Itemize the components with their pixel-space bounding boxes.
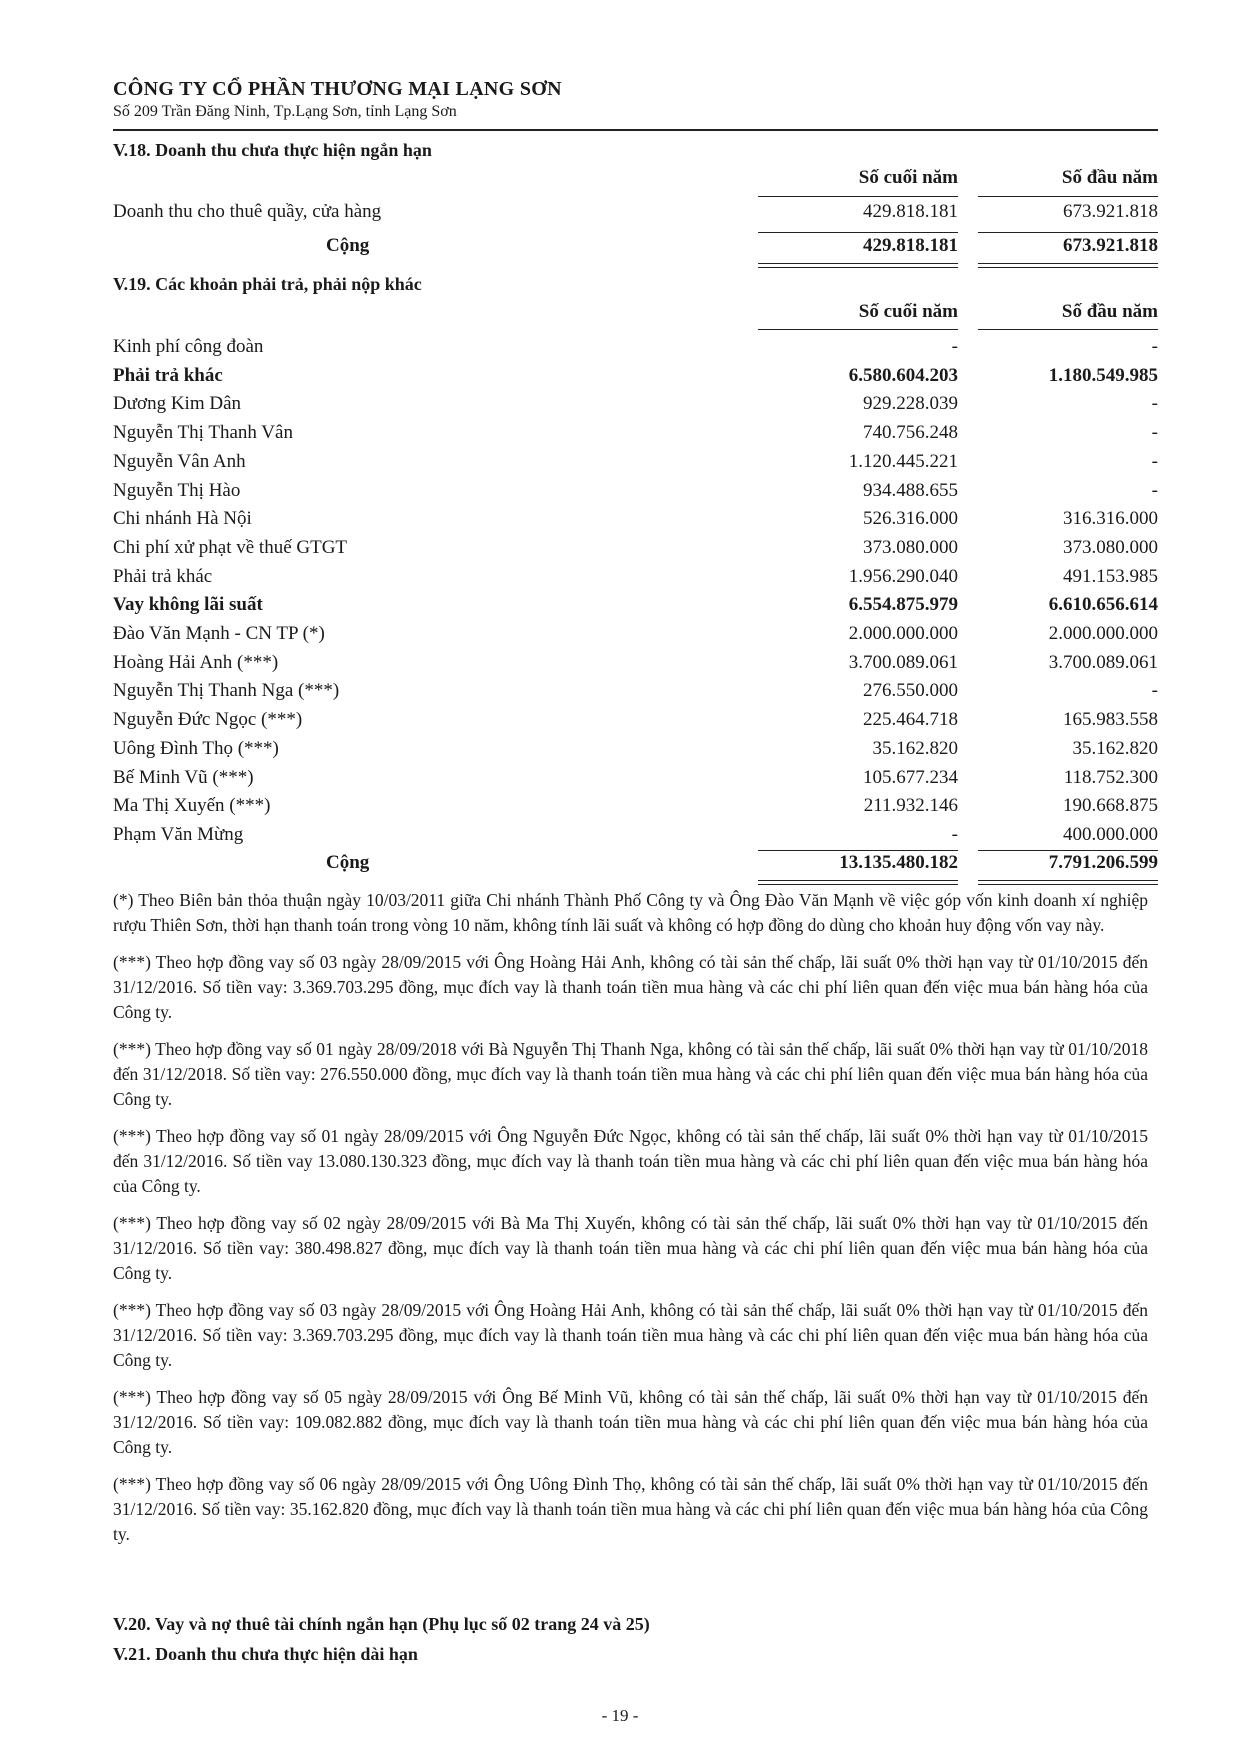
v19-col-begin: Số đầu năm	[1061, 301, 1158, 322]
section-v20-title: V.20. Vay và nợ thuê tài chính ngắn hạn (Phụ lục số 02 trang 24 và 25)	[113, 1614, 650, 1634]
row-label: Kinh phí công đoàn	[113, 336, 264, 357]
total-label: Cộng	[326, 235, 370, 256]
row-end-value: 929.228.039	[863, 393, 958, 415]
table-row	[113, 365, 1158, 393]
table-row	[113, 824, 1158, 852]
row-label: Nguyễn Vân Anh	[113, 450, 246, 472]
header-rule	[113, 129, 1158, 131]
rule	[978, 880, 1158, 881]
footnotes	[113, 888, 1148, 1559]
table-row	[113, 738, 1158, 766]
row-label: Vay không lãi suất	[113, 594, 263, 616]
table-row	[113, 508, 1158, 536]
total-end: 13.135.480.182	[839, 852, 958, 873]
page-number: - 19 -	[601, 1706, 639, 1725]
total-label: Cộng	[326, 852, 370, 873]
company-address: Số 209 Trần Đăng Ninh, Tp.Lạng Sơn, tỉnh Lạng Sơn	[113, 103, 457, 120]
row-begin-value: -	[1151, 479, 1158, 501]
row-begin-value: 491.153.985	[1063, 565, 1158, 587]
row-end-value: 740.756.248	[863, 422, 958, 444]
v19-column-headers	[113, 301, 1158, 327]
row-label: Chi nhánh Hà Nội	[113, 508, 252, 530]
rule	[978, 329, 1158, 330]
row-label: Phải trả khác	[113, 565, 213, 587]
table-row	[113, 336, 1158, 364]
footnote-paragraph: (*) Theo Biên bản thỏa thuận ngày 10/03/2011 giữa Chi nhánh Thành Phố Công ty và Ông Đào Văn Mạnh về việc góp vốn kinh doanh xí nghiệp rượu Thiên Sơn, thời hạn thanh toán trong vòng 10 năm, không tính lãi suất và không có hợp đồng do dùng cho khoản huy động vốn vay này.	[113, 890, 1148, 935]
row-label: Nguyễn Thị Thanh Vân	[113, 422, 293, 444]
rule	[978, 263, 1158, 264]
table-row	[113, 709, 1158, 737]
footnote-paragraph: (***) Theo hợp đồng vay số 03 ngày 28/09/2015 với Ông Hoàng Hải Anh, không có tài sản thế chấp, lãi suất 0% thời hạn vay từ 01/10/2015 đến 31/12/2016. Số tiền vay: 3.369.703.295 đồng, mục đích vay là thanh toán tiền mua hàng và các chi phí liên quan đến việc mua bán hàng hóa của Công ty.	[113, 952, 1148, 1022]
table-row	[113, 422, 1158, 450]
v19-col-end: Số cuối năm	[858, 301, 958, 322]
section-v19-title: V.19. Các khoản phải trả, phải nộp khác	[113, 274, 422, 294]
section-v18-title: V.18. Doanh thu chưa thực hiện ngắn hạn	[113, 140, 432, 160]
row-begin-value: 400.000.000	[1063, 823, 1158, 845]
total-end: 429.818.181	[863, 235, 958, 256]
row-end-value: 105.677.234	[863, 766, 958, 788]
table-row	[113, 451, 1158, 479]
row-end-value: -	[951, 823, 958, 845]
row-label: Chi phí xử phạt về thuế GTGT	[113, 536, 348, 558]
row-begin-value: 118.752.300	[1063, 766, 1158, 788]
row-begin-value: 6.610.656.614	[1048, 594, 1158, 616]
row-label: Phải trả khác	[113, 364, 223, 386]
row-label: Ma Thị Xuyến (***)	[113, 795, 271, 817]
v19-total-row	[113, 852, 1158, 880]
row-begin-value: 3.700.089.061	[1048, 651, 1158, 673]
rule	[978, 267, 1158, 268]
row-end-value: 934.488.655	[863, 479, 958, 501]
total-begin: 7.791.206.599	[1048, 852, 1158, 873]
row-begin-value: 2.000.000.000	[1048, 623, 1158, 644]
row-end-value: 2.000.000.000	[848, 623, 958, 644]
rule	[978, 884, 1158, 885]
row-label: Nguyễn Thị Hào	[113, 479, 241, 501]
row-end-value: 429.818.181	[863, 201, 958, 222]
v18-total-row	[113, 235, 1158, 263]
row-begin-value: 316.316.000	[1063, 508, 1158, 530]
rule	[978, 232, 1158, 233]
rule	[978, 850, 1158, 851]
footnote-paragraph: (***) Theo hợp đồng vay số 05 ngày 28/09/2015 với Ông Bế Minh Vũ, không có tài sản thế chấp, lãi suất 0% thời hạn vay từ 01/10/2015 đến 31/12/2016. Số tiền vay: 109.082.882 đồng, mục đích vay là thanh toán tiền mua hàng và các chi phí liên quan đến việc mua bán hàng hóa của Công ty.	[113, 1387, 1148, 1457]
rule	[758, 263, 958, 264]
row-begin-value: -	[1151, 422, 1158, 444]
table-row	[113, 594, 1158, 622]
row-label: Bế Minh Vũ (***)	[113, 766, 254, 788]
section-v21-title: V.21. Doanh thu chưa thực hiện dài hạn	[113, 1644, 418, 1664]
rule	[758, 267, 958, 268]
company-name: CÔNG TY CỔ PHẦN THƯƠNG MẠI LẠNG SƠN	[113, 78, 562, 100]
footnote-paragraph: (***) Theo hợp đồng vay số 01 ngày 28/09/2015 với Ông Nguyễn Đức Ngọc, không có tài sản thế chấp, lãi suất 0% thời hạn vay từ 01/10/2015 đến 31/12/2016. Số tiền vay 13.080.130.323 đồng, mục đích vay là thanh toán tiền mua hàng và các chi phí liên quan đến việc mua bán hàng hóa của Công ty.	[113, 1126, 1148, 1196]
row-begin-value: -	[1151, 336, 1158, 357]
row-begin-value: 190.668.875	[1063, 795, 1158, 817]
footnote-paragraph: (***) Theo hợp đồng vay số 06 ngày 28/09/2015 với Ông Uông Đình Thọ, không có tài sản thế chấp, lãi suất 0% thời hạn vay từ 01/10/2015 đến 31/12/2016. Số tiền vay: 35.162.820 đồng, mục đích vay là thanh toán tiền mua hàng và các chi phí liên quan đến việc mua bán hàng hóa của Công ty.	[113, 1474, 1148, 1544]
table-row	[113, 652, 1158, 680]
rule	[758, 880, 958, 881]
row-label: Nguyễn Đức Ngọc (***)	[113, 709, 303, 731]
row-end-value: 373.080.000	[863, 536, 958, 558]
row-label: Hoàng Hải Anh (***)	[113, 651, 279, 673]
rule	[758, 850, 958, 851]
rule	[978, 196, 1158, 197]
table-row	[113, 680, 1158, 708]
row-end-value: 35.162.820	[872, 737, 958, 759]
row-begin-value: -	[1151, 680, 1158, 702]
v18-col-begin: Số đầu năm	[1061, 167, 1158, 188]
footnote-paragraph: (***) Theo hợp đồng vay số 02 ngày 28/09/2015 với Bà Ma Thị Xuyến, không có tài sản thế chấp, lãi suất 0% thời hạn vay từ 01/10/2015 đến 31/12/2016. Số tiền vay: 380.498.827 đồng, mục đích vay là thanh toán tiền mua hàng và các chi phí liên quan đến việc mua bán hàng hóa của Công ty.	[113, 1213, 1148, 1283]
row-begin-value: 35.162.820	[1072, 737, 1158, 759]
row-begin-value: 373.080.000	[1063, 536, 1158, 558]
row-end-value: 3.700.089.061	[848, 651, 958, 673]
row-label: Đào Văn Mạnh - CN TP (*)	[113, 623, 325, 644]
row-end-value: 1.956.290.040	[848, 565, 958, 587]
row-label: Dương Kim Dân	[113, 393, 241, 415]
v18-col-end: Số cuối năm	[858, 167, 958, 188]
table-row	[113, 480, 1158, 508]
row-end-value: 211.932.146	[863, 795, 958, 817]
rule	[758, 196, 958, 197]
table-row	[113, 623, 1158, 651]
row-end-value: 6.554.875.979	[848, 594, 958, 616]
table-row	[113, 393, 1158, 421]
v18-column-headers	[113, 167, 1158, 193]
row-end-value: -	[951, 336, 958, 357]
total-begin: 673.921.818	[1063, 235, 1158, 256]
rule	[758, 232, 958, 233]
table-row	[113, 795, 1158, 823]
row-end-value: 276.550.000	[863, 680, 958, 702]
row-begin-value: -	[1151, 393, 1158, 415]
row-end-value: 6.580.604.203	[848, 364, 958, 386]
row-begin-value: -	[1151, 450, 1158, 472]
row-begin-value: 165.983.558	[1063, 709, 1158, 731]
table-row	[113, 767, 1158, 795]
row-label: Nguyễn Thị Thanh Nga (***)	[113, 680, 340, 702]
footnote-paragraph: (***) Theo hợp đồng vay số 03 ngày 28/09/2015 với Ông Hoàng Hải Anh, không có tài sản thế chấp, lãi suất 0% thời hạn vay từ 01/10/2015 đến 31/12/2016. Số tiền vay: 3.369.703.295 đồng, mục đích vay là thanh toán tiền mua hàng và các chi phí liên quan đến việc mua bán hàng hóa của Công ty.	[113, 1300, 1148, 1370]
row-label: Phạm Văn Mừng	[113, 823, 244, 845]
row-end-value: 1.120.445.221	[848, 450, 958, 472]
row-label: Uông Đình Thọ (***)	[113, 737, 279, 759]
table-row	[113, 566, 1158, 594]
rule	[758, 329, 958, 330]
row-begin-value: 673.921.818	[1063, 201, 1158, 222]
page-header	[113, 78, 1158, 121]
table-row	[113, 537, 1158, 565]
row-end-value: 526.316.000	[863, 508, 958, 530]
row-label: Doanh thu cho thuê quầy, cửa hàng	[113, 201, 382, 222]
row-end-value: 225.464.718	[863, 709, 958, 731]
rule	[758, 884, 958, 885]
row-begin-value: 1.180.549.985	[1048, 364, 1158, 386]
table-row	[113, 201, 1158, 229]
footnote-paragraph: (***) Theo hợp đồng vay số 01 ngày 28/09/2018 với Bà Nguyễn Thị Thanh Nga, không có tài sản thế chấp, lãi suất 0% thời hạn vay từ 01/10/2018 đến 31/12/2018. Số tiền vay: 276.550.000 đồng, mục đích vay là thanh toán tiền mua hàng và các chi phí liên quan đến việc mua bán hàng hóa của Công ty.	[113, 1039, 1148, 1109]
